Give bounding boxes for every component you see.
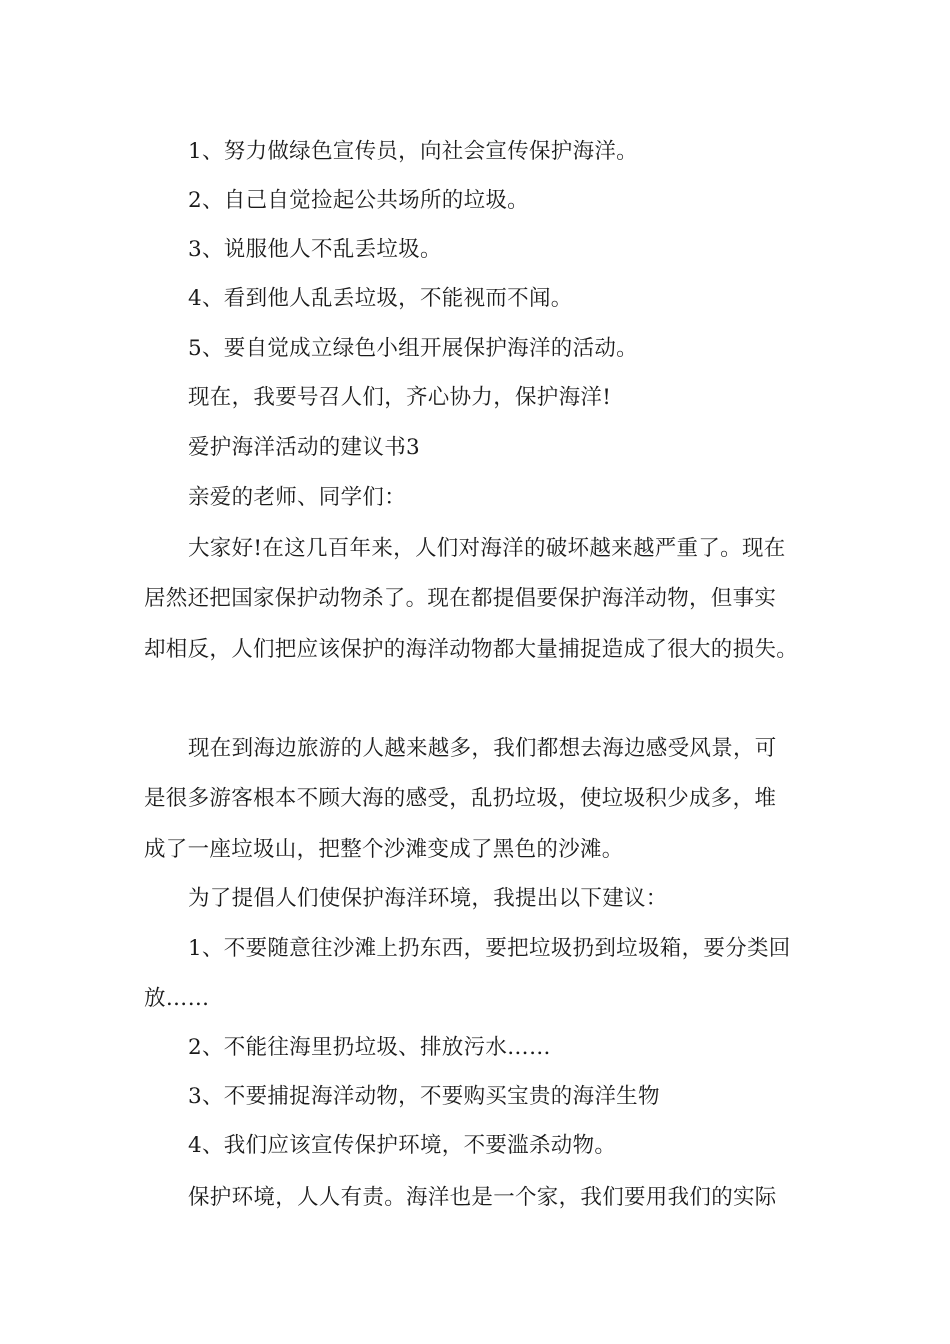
paragraph1-line3: 却相反，人们把应该保护的海洋动物都大量捕捉造成了很大的损失。 xyxy=(144,637,799,662)
closing-line: 保护环境，人人有责。海洋也是一个家，我们要用我们的实际 xyxy=(188,1185,777,1210)
paragraph2-line3: 成了一座垃圾山，把整个沙滩变成了黑色的沙滩。 xyxy=(144,837,624,862)
list2-item-1-line2: 放…… xyxy=(144,986,210,1011)
list2-item-3: 3、不要捕捉海洋动物，不要购买宝贵的海洋生物 xyxy=(188,1084,660,1109)
list1-item-4: 4、看到他人乱丢垃圾，不能视而不闻。 xyxy=(188,286,573,311)
list2-item-1-line1: 1、不要随意往沙滩上扔东西，要把垃圾扔到垃圾箱，要分类回 xyxy=(188,936,791,961)
list1-item-5: 5、要自觉成立绿色小组开展保护海洋的活动。 xyxy=(188,336,638,361)
list1-item-3: 3、说服他人不乱丢垃圾。 xyxy=(188,237,442,262)
list1-item-2: 2、自己自觉捡起公共场所的垃圾。 xyxy=(188,188,529,213)
paragraph2-line2: 是很多游客根本不顾大海的感受，乱扔垃圾，使垃圾积少成多，堆 xyxy=(144,786,777,811)
paragraph1-line2: 居然还把国家保护动物杀了。现在都提倡要保护海洋动物，但事实 xyxy=(144,586,777,611)
list1-item-1: 1、努力做绿色宣传员，向社会宣传保护海洋。 xyxy=(188,139,638,164)
call-to-action: 现在，我要号召人们，齐心协力，保护海洋! xyxy=(188,385,612,410)
proposal-intro: 为了提倡人们使保护海洋环境，我提出以下建议： xyxy=(188,886,668,911)
salutation: 亲爱的老师、同学们： xyxy=(188,485,407,510)
paragraph1-line1: 大家好!在这几百年来，人们对海洋的破坏越来越严重了。现在 xyxy=(188,536,786,561)
list2-item-4: 4、我们应该宣传保护环境，不要滥杀动物。 xyxy=(188,1133,617,1158)
paragraph2-line1: 现在到海边旅游的人越来越多，我们都想去海边感受风景，可 xyxy=(188,736,777,761)
list2-item-2: 2、不能往海里扔垃圾、排放污水…… xyxy=(188,1035,551,1060)
section-title: 爱护海洋活动的建议书3 xyxy=(188,435,420,460)
